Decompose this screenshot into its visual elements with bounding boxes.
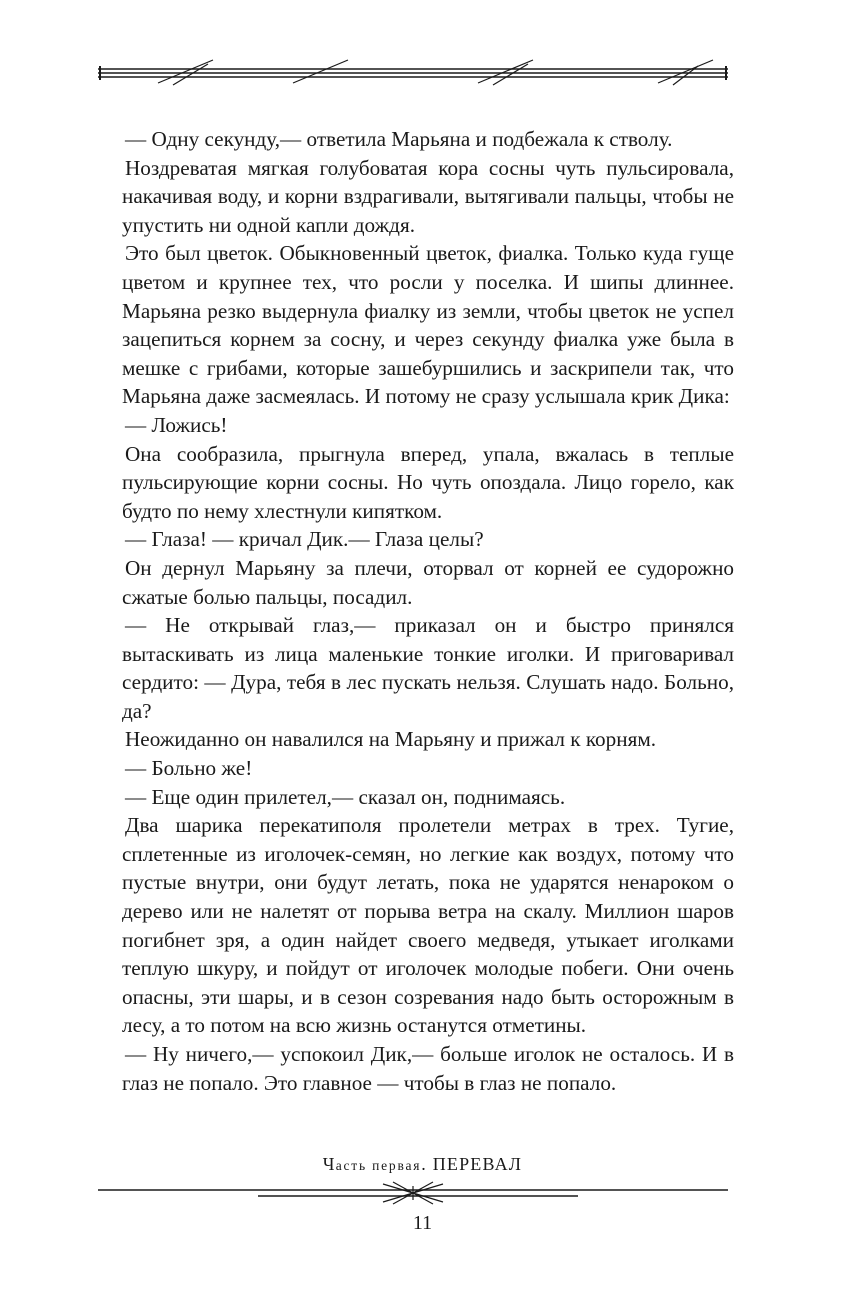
page-number: 11 bbox=[412, 1212, 433, 1234]
running-footer-title bbox=[0, 1154, 845, 1175]
body-text bbox=[122, 125, 734, 1097]
paragraph: Ноздреватая мягкая голубоватая кора сосны чуть пульсировала, накачивая воду, и корни вздрагивали, вытягивали пальцы, чтобы не упустить ни одной капли дождя. bbox=[122, 155, 734, 237]
paragraph: — Больно же! bbox=[125, 756, 253, 781]
title-separator: . bbox=[421, 1154, 433, 1174]
paragraph: — Еще один прилетел,— сказал он, поднимаясь. bbox=[125, 784, 566, 809]
part-label: асть первая bbox=[335, 1158, 422, 1173]
paragraph: Он дернул Марьяну за плечи, оторвал от корней ее судорожно сжатые болью пальцы, посадил. bbox=[122, 555, 734, 609]
paragraph: Два шарика перекатиполя пролетели метрах в трех. Тугие, сплетенные из иголочек-семян, но легкие как воздух, потому что пустые внутри, они будут летать, пока не ударятся ненароком о дерево или не налетят от порыва ветра на скалу. Миллион шаров погибнет зря, а один найдет своего медведя, утыкает иголками теплую шкуру, и пойдут от иголочек молодые побеги. Они очень опасны, эти шары, и в сезон созревания надо быть осторожным в лесу, а то потом на всю жизнь останутся отметины. bbox=[122, 813, 734, 1038]
paragraph: — Не открывай глаз,— приказал он и быстро принялся вытаскивать из лица маленькие тонкие иголки. И приговаривал сердито: — Дура, тебя в лес пускать нельзя. Слушать надо. Больно, да? bbox=[122, 613, 734, 723]
bottom-ornament-rule bbox=[98, 1178, 728, 1208]
paragraph: — Глаза! — кричал Дик.— Глаза целы? bbox=[125, 527, 484, 552]
section-title: ПЕРЕВАЛ bbox=[432, 1154, 523, 1174]
paragraph: — Ложись! bbox=[125, 412, 228, 437]
top-ornament-rule bbox=[98, 58, 728, 90]
paragraph: Это был цветок. Обыкновенный цветок, фиалка. Только куда гуще цветом и крупнее тех, что росли у поселка. И шипы длиннее. Марьяна резко выдернула фиалку из земли, чтобы цветок не успел зацепиться корнем за сосну, и через секунду фиалка уже была в мешке с грибами, которые зашебуршились и заскрипели так, что Марьяна даже засмеялась. И потому не сразу услышала крик Дика: bbox=[122, 241, 734, 409]
paragraph: — Ну ничего,— успокоил Дик,— больше иголок не осталось. И в глаз не попало. Это главное — чтобы в глаз не попало. bbox=[122, 1042, 734, 1095]
paragraph: Неожиданно он навалился на Марьяну и прижал к корням. bbox=[125, 727, 657, 752]
part-first-letter: Ч bbox=[322, 1154, 336, 1174]
paragraph: — Одну секунду,— ответила Марьяна и подбежала к стволу. bbox=[125, 127, 673, 151]
paragraph: Она сообразила, прыгнула вперед, упала, вжалась в теплые пульсирующие корни сосны. Но чуть опоздала. Лицо горело, как будто по нему хлестнули кипятком. bbox=[122, 441, 734, 523]
